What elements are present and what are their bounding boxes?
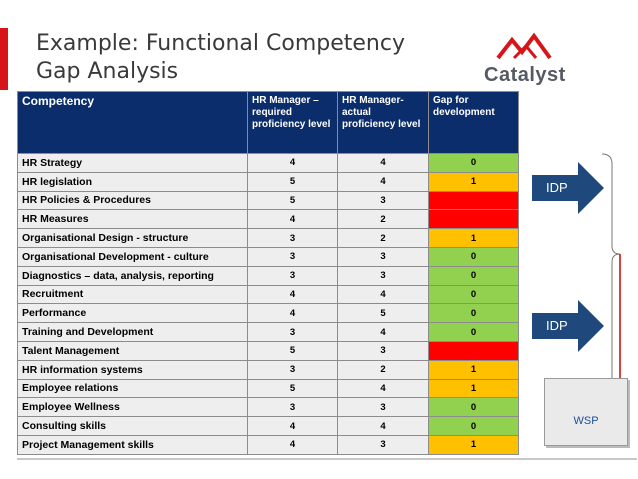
gap-value: 2 [429, 210, 519, 229]
actual-level: 4 [338, 154, 429, 173]
required-level: 3 [248, 323, 338, 342]
required-level: 3 [248, 398, 338, 417]
required-level: 4 [248, 154, 338, 173]
actual-level: 3 [338, 435, 429, 454]
table-row [18, 360, 519, 379]
competency-name: Organisational Development - culture [18, 247, 248, 266]
competency-name: HR Measures [18, 210, 248, 229]
wsp-box [544, 378, 628, 446]
competency-name: Talent Management [18, 341, 248, 360]
required-level: 5 [248, 379, 338, 398]
actual-level: 2 [338, 229, 429, 248]
required-level: 4 [248, 435, 338, 454]
actual-level: 2 [338, 360, 429, 379]
competency-name: HR Policies & Procedures [18, 191, 248, 210]
gap-value: 0 [429, 285, 519, 304]
actual-level: 4 [338, 285, 429, 304]
required-level: 4 [248, 304, 338, 323]
table-row [18, 323, 519, 342]
required-level: 3 [248, 247, 338, 266]
competency-name: HR Strategy [18, 154, 248, 173]
competency-name: Organisational Design - structure [18, 229, 248, 248]
table-row [18, 304, 519, 323]
gap-value: 0 [429, 154, 519, 173]
gap-value: 1 [429, 172, 519, 191]
required-level: 5 [248, 172, 338, 191]
mountain-icon [478, 32, 608, 64]
competency-name: HR legislation [18, 172, 248, 191]
gap-value: 0 [429, 266, 519, 285]
table-row [18, 341, 519, 360]
gap-value: 0 [429, 417, 519, 436]
footer-divider [17, 458, 637, 460]
competency-name: Diagnostics – data, analysis, reporting [18, 266, 248, 285]
actual-level: 3 [338, 191, 429, 210]
table-row [18, 191, 519, 210]
idp-label-bottom: IDP [546, 318, 568, 333]
idp-arrow-bottom [532, 300, 604, 352]
actual-level: 2 [338, 210, 429, 229]
actual-level: 4 [338, 379, 429, 398]
table-row [18, 154, 519, 173]
gap-value: 0 [429, 398, 519, 417]
actual-level: 4 [338, 323, 429, 342]
competency-name: Training and Development [18, 323, 248, 342]
gap-value: 0 [429, 323, 519, 342]
table-header-row [18, 92, 519, 154]
competency-name: Employee relations [18, 379, 248, 398]
required-level: 4 [248, 210, 338, 229]
table-row [18, 398, 519, 417]
actual-level: 3 [338, 398, 429, 417]
table-row [18, 435, 519, 454]
competency-name: HR information systems [18, 360, 248, 379]
gap-value: 1 [429, 229, 519, 248]
table-row [18, 210, 519, 229]
gap-value: 0 [429, 304, 519, 323]
logo-text: Catalyst [484, 64, 566, 86]
actual-level: 4 [338, 172, 429, 191]
required-level: 4 [248, 285, 338, 304]
table-row [18, 266, 519, 285]
gap-value: 1 [429, 360, 519, 379]
required-level: 3 [248, 266, 338, 285]
header-gap: Gap for development [429, 92, 519, 154]
required-level: 3 [248, 229, 338, 248]
table-row [18, 417, 519, 436]
table-row [18, 379, 519, 398]
table-row [18, 229, 519, 248]
competency-table [17, 91, 519, 455]
header-required: HR Manager – required proficiency level [248, 92, 338, 154]
required-level: 3 [248, 360, 338, 379]
competency-name: Consulting skills [18, 417, 248, 436]
gap-value: 1 [429, 435, 519, 454]
competency-name: Project Management skills [18, 435, 248, 454]
gap-value: 1 [429, 379, 519, 398]
competency-name: Performance [18, 304, 248, 323]
required-level: 5 [248, 191, 338, 210]
required-level: 4 [248, 417, 338, 436]
header-competency: Competency [18, 92, 248, 154]
gap-value: 2 [429, 191, 519, 210]
catalyst-logo [478, 32, 608, 92]
competency-name: Employee Wellness [18, 398, 248, 417]
idp-label-top: IDP [546, 180, 568, 195]
idp-arrow-top [532, 162, 604, 214]
gap-value: 0 [429, 247, 519, 266]
header-actual: HR Manager- actual proficiency level [338, 92, 429, 154]
required-level: 5 [248, 341, 338, 360]
actual-level: 5 [338, 304, 429, 323]
table-row [18, 285, 519, 304]
competency-name: Recruitment [18, 285, 248, 304]
wsp-label: WSP [573, 415, 599, 427]
table-row [18, 247, 519, 266]
actual-level: 4 [338, 417, 429, 436]
actual-level: 3 [338, 247, 429, 266]
actual-level: 3 [338, 341, 429, 360]
table-row [18, 172, 519, 191]
gap-value: 2 [429, 341, 519, 360]
table-body [18, 154, 519, 455]
title-accent-bar [0, 28, 8, 90]
page-title: Example: Functional Competency Gap Analysis [36, 31, 405, 84]
actual-level: 3 [338, 266, 429, 285]
